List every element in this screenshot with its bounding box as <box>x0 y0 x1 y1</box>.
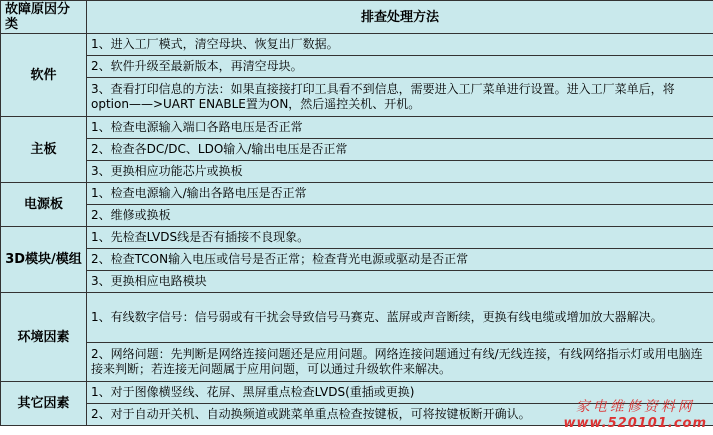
table-row <box>1 271 713 293</box>
table-row <box>1 249 713 271</box>
method-item: 3、更换相应电路模块 <box>87 271 713 293</box>
method-item: 3、更换相应功能芯片或换板 <box>87 161 713 183</box>
header-row <box>1 1 713 34</box>
method-item: 1、先检查LVDS线是否有插接不良现象。 <box>87 227 713 249</box>
site-watermark <box>563 396 707 431</box>
category-other: 其它因素 <box>1 382 87 426</box>
table-row <box>1 56 713 78</box>
method-item: 1、有线数字信号：信号弱或有干扰会导致信号马赛克、蓝屏或声音断续，更换有线电缆或增加放大器解决。 <box>87 293 713 343</box>
method-item: 2、检查各DC/DC、LDO输入/输出电压是否正常 <box>87 139 713 161</box>
method-item: 1、检查电源输入/输出各路电压是否正常 <box>87 183 713 205</box>
method-item: 2、对于自动开关机、自动换频道或跳菜单重点检查按键板，可将按键板断开确认。 <box>87 404 713 426</box>
table-row <box>1 78 713 117</box>
method-item: 1、进入工厂模式，清空母块、恢复出厂数据。 <box>87 34 713 56</box>
method-item: 2、网络问题：先判断是网络连接问题还是应用问题。网络连接问题通过有线/无线连接，有线网络指示灯或用电脑连接来判断；若连接无问题属于应用问题，可以通过升级软件来解决。 <box>87 343 713 382</box>
table-row <box>1 34 713 56</box>
method-item: 1、检查电源输入端口各路电压是否正常 <box>87 117 713 139</box>
method-item: 2、软件升级至最新版本，再清空母块。 <box>87 56 713 78</box>
table-row <box>1 205 713 227</box>
watermark-title: 家电维修资料网 <box>575 399 695 415</box>
table-row <box>1 293 713 343</box>
category-mainboard: 主板 <box>1 117 87 183</box>
watermark-url: www.520101.com <box>563 416 707 431</box>
table-row <box>1 117 713 139</box>
table-row <box>1 227 713 249</box>
header-method: 排查处理方法 <box>87 1 713 34</box>
method-item: 2、维修或换板 <box>87 205 713 227</box>
table-row <box>1 343 713 382</box>
category-3d-module: 3D模块/模组 <box>1 227 87 293</box>
method-item: 2、检查TCON输入电压或信号是否正常；检查背光电源或驱动是否正常 <box>87 249 713 271</box>
table-row <box>1 183 713 205</box>
category-software: 软件 <box>1 34 87 117</box>
category-power-board: 电源板 <box>1 183 87 227</box>
method-item: 1、对于图像横竖线、花屏、黑屏重点检查LVDS(重插或更换) <box>87 382 713 404</box>
category-environment: 环境因素 <box>1 293 87 382</box>
method-item: 3、查看打印信息的方法：如果直接接打印工具看不到信息，需要进入工厂菜单进行设置。进入工厂菜单后，将option——>UART ENABLE置为ON，然后遥控关机、开机。 <box>87 78 713 117</box>
table-row <box>1 139 713 161</box>
table-row <box>1 161 713 183</box>
header-category: 故障原因分类 <box>1 1 87 34</box>
